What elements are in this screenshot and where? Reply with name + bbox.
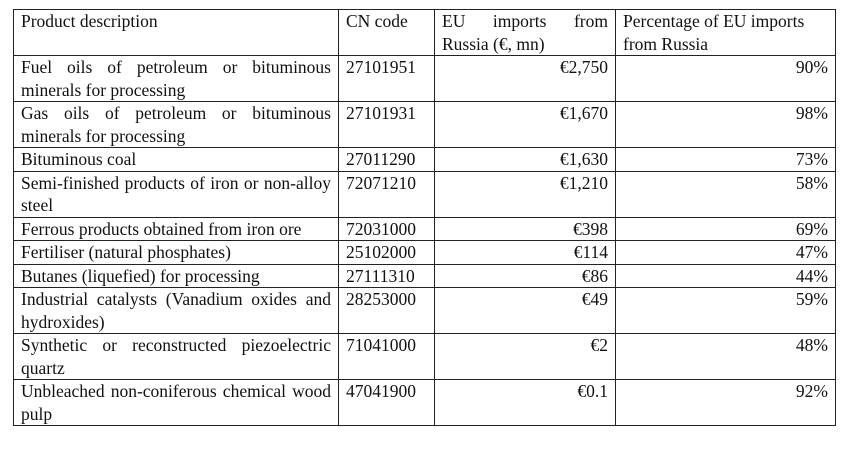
header-eu-imports: EU imports from Russia (€, mn) [435,10,616,56]
imports-table-container [13,9,835,426]
table-row [14,102,836,148]
cell-description: Butanes (liquefied) for processing [14,264,339,288]
cell-percentage: 69% [616,217,836,241]
cell-imports: €49 [435,288,616,334]
table-row [14,334,836,380]
cell-description: Bituminous coal [14,148,339,172]
header-percentage: Percentage of EU imports from Russia [616,10,836,56]
cell-imports: €1,630 [435,148,616,172]
cell-description: Industrial catalysts (Vanadium oxides and hydroxides) [14,288,339,334]
cell-description: Fuel oils of petroleum or bituminous minerals for processing [14,56,339,102]
cell-cn-code: 27101951 [339,56,435,102]
cell-percentage: 98% [616,102,836,148]
cell-imports: €2 [435,334,616,380]
cell-percentage: 48% [616,334,836,380]
cell-cn-code: 27101931 [339,102,435,148]
table-row [14,288,836,334]
cell-cn-code: 27111310 [339,264,435,288]
cell-percentage: 73% [616,148,836,172]
cell-percentage: 44% [616,264,836,288]
cell-cn-code: 72071210 [339,171,435,217]
cell-percentage: 92% [616,380,836,426]
cell-description: Unbleached non-coniferous chemical wood pulp [14,380,339,426]
cell-description: Fertiliser (natural phosphates) [14,241,339,265]
cell-cn-code: 47041900 [339,380,435,426]
cell-description: Semi-finished products of iron or non-alloy steel [14,171,339,217]
cell-imports: €1,210 [435,171,616,217]
cell-cn-code: 71041000 [339,334,435,380]
cell-percentage: 59% [616,288,836,334]
table-row [14,380,836,426]
cell-imports: €2,750 [435,56,616,102]
cell-cn-code: 27011290 [339,148,435,172]
cell-description: Gas oils of petroleum or bituminous minerals for processing [14,102,339,148]
cell-percentage: 90% [616,56,836,102]
table-row [14,56,836,102]
cell-description: Synthetic or reconstructed piezoelectric quartz [14,334,339,380]
table-row [14,241,836,265]
header-cn-code: CN code [339,10,435,56]
header-product-description: Product description [14,10,339,56]
cell-cn-code: 28253000 [339,288,435,334]
table-row [14,171,836,217]
table-row [14,217,836,241]
cell-imports: €114 [435,241,616,265]
cell-imports: €0.1 [435,380,616,426]
cell-imports: €1,670 [435,102,616,148]
cell-description: Ferrous products obtained from iron ore [14,217,339,241]
cell-percentage: 58% [616,171,836,217]
eu-russia-imports-table [13,9,836,426]
cell-imports: €86 [435,264,616,288]
table-header-row [14,10,836,56]
table-row [14,148,836,172]
cell-cn-code: 25102000 [339,241,435,265]
table-row [14,264,836,288]
cell-imports: €398 [435,217,616,241]
cell-percentage: 47% [616,241,836,265]
cell-cn-code: 72031000 [339,217,435,241]
